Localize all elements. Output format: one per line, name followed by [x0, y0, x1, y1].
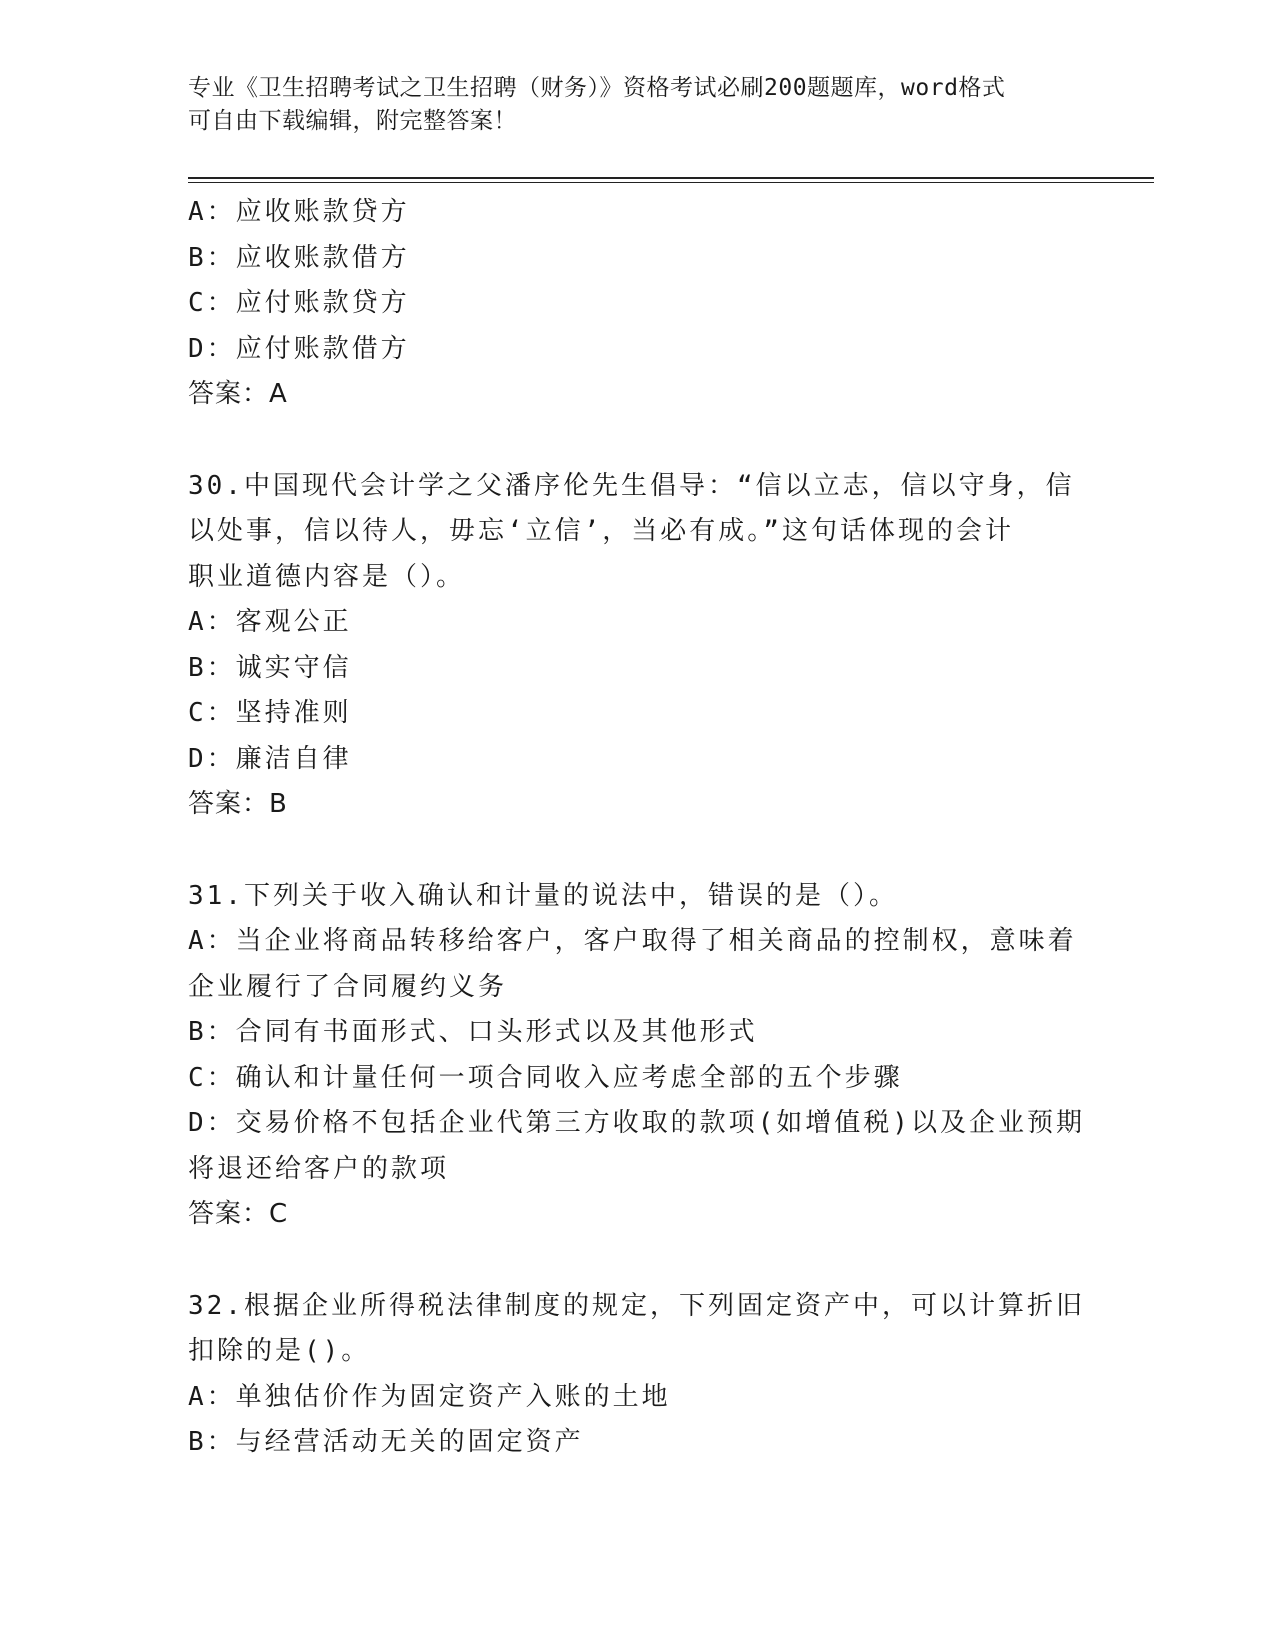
option-d: D：廉洁自律: [188, 743, 352, 774]
option-d: D：应付账款借方: [188, 333, 410, 364]
question-text: 30.中国现代会计学之父潘序伦先生倡导：“信以立志，信以守身，信: [188, 470, 1075, 501]
question-text: 以处事，信以待人，毋忘‘立信’，当必有成。”这句话体现的会计: [188, 516, 1014, 546]
option-c: C：确认和计量任何一项合同收入应考虑全部的五个步骤: [188, 1062, 903, 1093]
option-c: C：坚持准则: [188, 698, 352, 728]
header-line: 可自由下载编辑，附完整答案！: [188, 108, 517, 134]
question-text: 职业道德内容是（）。: [188, 561, 466, 592]
question-text: 扣除的是()。: [188, 1336, 371, 1366]
option-a-continued: 企业履行了合同履约义务: [188, 971, 508, 1002]
option-c: C：应付账款贷方: [188, 288, 410, 318]
option-d: D：交易价格不包括企业代第三方收取的款项(如增值税)以及企业预期: [188, 1108, 1085, 1138]
question-31: [188, 874, 1088, 1238]
question-list: [188, 190, 1088, 1466]
header-divider-thin: [188, 182, 1154, 183]
document-header: [188, 72, 1068, 138]
question-text: 32.根据企业所得税法律制度的规定，下列固定资产中，可以计算折旧: [188, 1290, 1085, 1321]
option-a: A：当企业将商品转移给客户，客户取得了相关商品的控制权，意味着: [188, 926, 1077, 956]
option-b: B：应收账款借方: [188, 242, 410, 273]
option-b: B：诚实守信: [188, 652, 352, 683]
option-b: B：与经营活动无关的固定资产: [188, 1427, 584, 1457]
question-29-tail: [188, 190, 1088, 418]
header-divider: [188, 177, 1154, 179]
header-line: 专业《卫生招聘考试之卫生招聘（财务）》资格考试必刷200题题库，word格式: [188, 75, 1006, 101]
question-text: 31.下列关于收入确认和计量的说法中，错误的是（）。: [188, 880, 898, 911]
question-30: [188, 464, 1088, 828]
option-a: A：应收账款贷方: [188, 197, 410, 227]
question-32: [188, 1284, 1088, 1466]
option-a: A：客观公正: [188, 607, 352, 637]
answer-line: 答案：A: [188, 379, 288, 409]
option-a: A：单独估价作为固定资产入账的土地: [188, 1381, 671, 1412]
answer-line: 答案：B: [188, 789, 288, 819]
option-b: B：合同有书面形式、口头形式以及其他形式: [188, 1017, 758, 1047]
option-d-continued: 将退还给客户的款项: [188, 1153, 450, 1184]
answer-line: 答案：C: [188, 1199, 289, 1229]
